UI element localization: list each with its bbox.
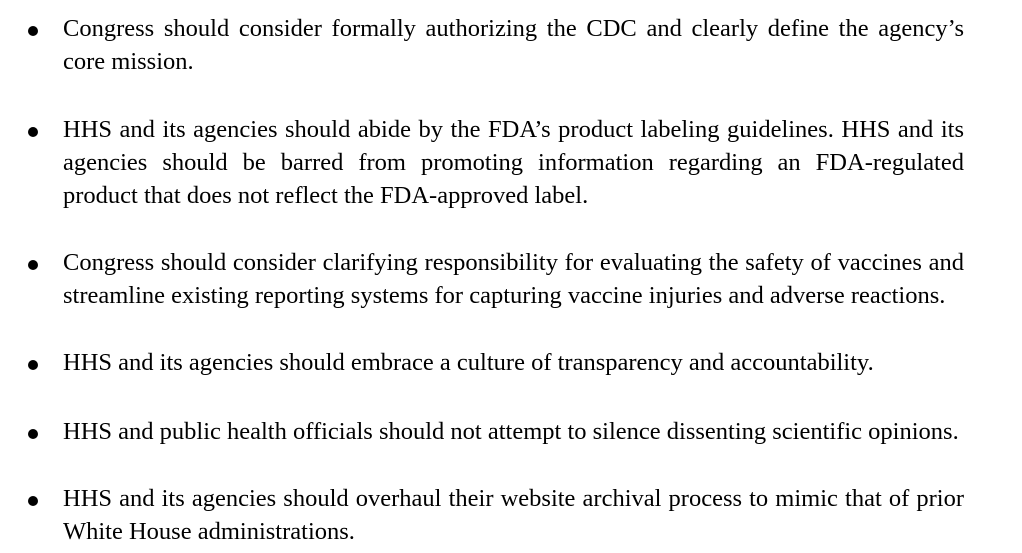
recommendation-text	[63, 482, 964, 548]
recommendation-text	[63, 113, 964, 212]
text-line: product that does not reflect the FDA-approved label.	[63, 182, 589, 209]
bullet-icon	[28, 260, 38, 270]
text-line: Congress should consider formally authorizing the CDC and clearly define the agency’s	[63, 15, 964, 42]
text-line: HHS and its agencies should overhaul their website archival process to mimic that of prior	[63, 485, 964, 512]
text-line: HHS and its agencies should abide by the FDA’s product labeling guidelines. HHS and its	[63, 116, 964, 143]
text-line: White House administrations.	[63, 518, 355, 545]
text-line: Congress should consider clarifying responsibility for evaluating the safety of vaccines and	[63, 249, 964, 276]
recommendation-text	[63, 346, 964, 379]
bullet-icon	[28, 26, 38, 36]
bullet-icon	[28, 496, 38, 506]
bullet-icon	[28, 127, 38, 137]
recommendation-text	[63, 246, 964, 312]
bullet-icon	[28, 360, 38, 370]
text-line: core mission.	[63, 48, 194, 75]
bullet-icon	[28, 429, 38, 439]
text-line: streamline existing reporting systems for capturing vaccine injuries and adverse reactions.	[63, 282, 946, 309]
recommendation-text	[63, 415, 964, 448]
text-line: HHS and public health officials should not attempt to silence dissenting scientific opinions.	[63, 418, 959, 445]
text-line: HHS and its agencies should embrace a culture of transparency and accountability.	[63, 349, 874, 376]
recommendation-text	[63, 12, 964, 78]
text-line: agencies should be barred from promoting information regarding an FDA-regulated	[63, 149, 964, 176]
